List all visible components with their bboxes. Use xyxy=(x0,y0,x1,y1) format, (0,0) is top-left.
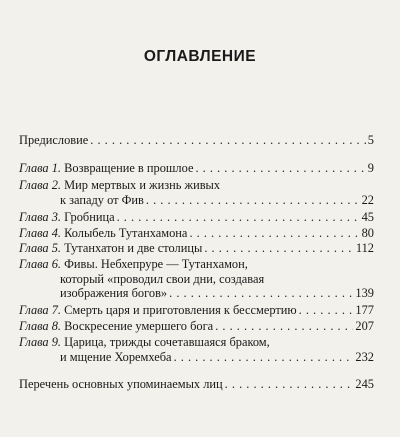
toc-entry xyxy=(19,226,374,241)
toc-entry xyxy=(19,178,374,207)
dot-leader xyxy=(117,210,360,225)
dot-leader xyxy=(204,241,354,256)
toc-entry-line-last xyxy=(19,241,374,256)
dot-leader xyxy=(299,303,354,318)
page-number: 139 xyxy=(355,286,374,301)
dot-leader xyxy=(174,350,354,365)
dot-leader xyxy=(189,226,359,241)
toc-entry-line-last xyxy=(19,210,374,225)
entry-title: Царица, трижды сочетавшаяся браком, xyxy=(64,335,270,349)
dot-leader xyxy=(146,193,360,208)
page-number: 45 xyxy=(361,210,374,224)
toc-entry-line-last xyxy=(19,193,374,208)
dot-leader xyxy=(90,133,366,148)
dot-leader xyxy=(169,286,353,301)
toc-entry-line-last xyxy=(19,133,374,148)
toc-entry-line-last xyxy=(19,350,374,365)
entry-title: изображения богов» xyxy=(60,286,168,301)
entry-title: Возвращение в прошлое xyxy=(64,161,194,175)
chapter-number: Глава 6. xyxy=(19,257,65,271)
chapter-number: Глава 2. xyxy=(19,178,65,192)
toc-entry xyxy=(19,377,374,392)
toc-entry-line xyxy=(19,257,374,272)
chapter-number: Глава 5. xyxy=(19,241,65,255)
chapter-number: Глава 3. xyxy=(19,210,65,224)
toc-entry-line xyxy=(19,272,374,287)
toc-entry-line-last xyxy=(19,226,374,241)
dot-leader xyxy=(215,319,353,334)
entry-title: Предисловие xyxy=(19,133,89,147)
entry-title: Колыбель Тутанхамона xyxy=(64,226,188,240)
entry-title: Смерть царя и приготовления к бессмертию xyxy=(64,303,297,317)
toc-entry xyxy=(19,335,374,364)
toc-entry xyxy=(19,319,374,334)
chapter-number: Глава 9. xyxy=(19,335,65,349)
toc-entry xyxy=(19,210,374,225)
toc-entry xyxy=(19,257,374,301)
chapter-number: Глава 1. xyxy=(19,161,65,175)
entry-title: Мир мертвых и жизнь живых xyxy=(64,178,221,192)
chapter-number: Глава 8. xyxy=(19,319,65,333)
toc-entry-line xyxy=(19,335,374,350)
chapter-number: Глава 4. xyxy=(19,226,65,240)
toc-entry xyxy=(19,241,374,256)
toc-entry-line-last xyxy=(19,286,374,301)
toc-entry xyxy=(19,303,374,318)
entry-title: Гробница xyxy=(64,210,115,224)
page-title: ОГЛАВЛЕНИЕ xyxy=(143,48,257,65)
entry-title: и мщение Хоремхеба xyxy=(60,349,172,364)
page-number: 232 xyxy=(355,349,374,364)
entry-title: Тутанхатон и две столицы xyxy=(64,241,203,255)
dot-leader xyxy=(225,377,354,392)
toc-entry-line xyxy=(19,178,374,193)
page-number: 22 xyxy=(361,192,374,207)
toc-entry xyxy=(19,161,374,176)
toc-entry xyxy=(19,133,374,148)
entry-title: к западу от Фив xyxy=(60,192,144,207)
entry-title: Воскресение умершего бога xyxy=(64,319,214,333)
page-number: 112 xyxy=(355,241,374,255)
entry-title: Перечень основных упоминаемых лиц xyxy=(19,377,223,391)
dot-leader xyxy=(195,161,365,176)
page-number: 177 xyxy=(355,303,374,317)
chapter-number: Глава 7. xyxy=(19,303,65,317)
toc-entry-line-last xyxy=(19,161,374,176)
toc-entry-line-last xyxy=(19,303,374,318)
page-number: 245 xyxy=(355,377,374,391)
toc-entry-line-last xyxy=(19,377,374,392)
entry-title: Фивы. Небхепруре — Тутанхамон, xyxy=(64,257,248,271)
page-number: 80 xyxy=(361,226,374,240)
toc-entry-line-last xyxy=(19,319,374,334)
page-number: 5 xyxy=(367,133,374,147)
page-number: 9 xyxy=(367,161,374,175)
page-number: 207 xyxy=(355,319,374,333)
entry-title: который «проводил свои дни, создавая xyxy=(60,271,265,286)
